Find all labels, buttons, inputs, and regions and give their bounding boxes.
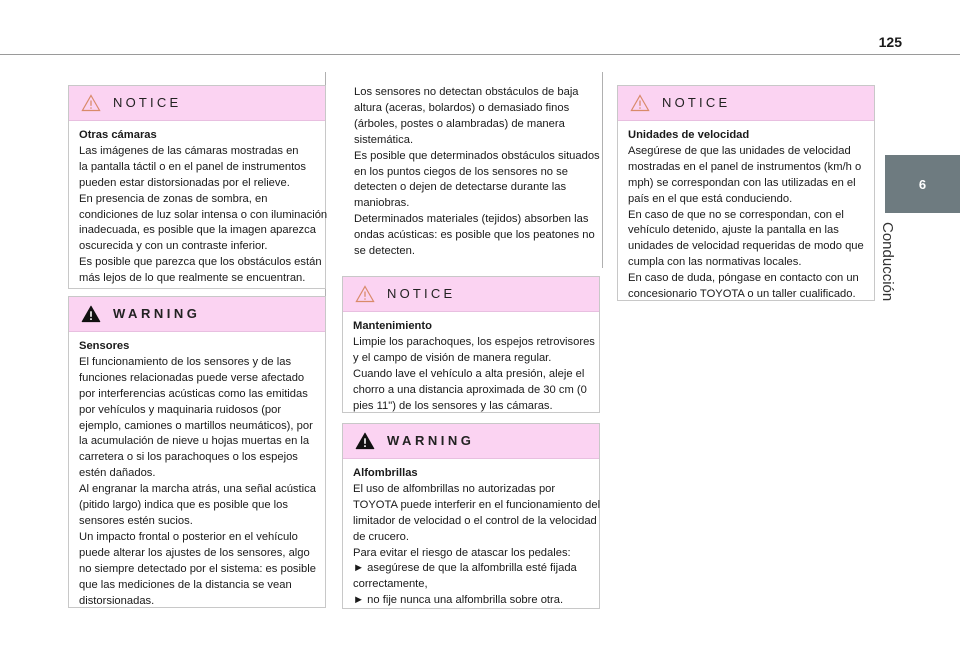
text-line: ► asegúrese de que la alfombrilla esté fijada — [353, 562, 577, 575]
text-line: El uso de alfombrillas no autorizadas por — [353, 482, 556, 495]
text-line: altura (aceras, bolardos) o demasiado finos — [354, 101, 570, 114]
notice-body — [618, 121, 874, 311]
notice-box-maintenance — [342, 276, 600, 413]
text-line: unidades de velocidad requeridas de modo que — [628, 240, 864, 253]
warning-title: Sensores — [79, 340, 130, 352]
text-line: ► no fije nunca una alfombrilla sobre otra. — [353, 594, 564, 607]
text-line: en los puntos ciegos de los sensores no se — [354, 165, 568, 178]
text-line: chorro a una distancia aproximada de 30 cm (0 — [353, 383, 587, 396]
warning-title: Alfombrillas — [353, 467, 418, 479]
text-line: se detecten. — [354, 245, 415, 258]
notice-box-speed-units — [617, 85, 875, 301]
notice-body — [343, 312, 599, 422]
text-line: por interferencias acústicas como las emitidas — [79, 387, 308, 400]
text-line: ondas acústicas: es posible que los peatones no — [354, 229, 595, 242]
caution-outline-icon — [355, 285, 375, 303]
text-line: funciones relacionadas puede verse afectado — [79, 371, 305, 384]
text-line: pueden estar distorsionadas por el relieve. — [79, 176, 290, 189]
text-line: oscurecida y con un contraste inferior. — [79, 240, 268, 253]
text-line: Al engranar la marcha atrás, una señal acústica — [79, 483, 316, 496]
text-line: inadecuada, es posible que la imagen aparezca — [79, 224, 316, 237]
text-line: Los sensores no detectan obstáculos de baja — [354, 86, 579, 98]
text-line: y el campo de visión de manera regular. — [353, 351, 552, 364]
text-line: por vehículos y maquinaria ruidosos (por — [79, 403, 282, 416]
text-line: Es posible que determinados obstáculos situados — [354, 149, 600, 162]
notice-header — [618, 86, 874, 121]
text-line: concesionario TOYOTA o un taller cualificado. — [628, 288, 856, 301]
text-line: Para evitar el riesgo de atascar los pedales: — [353, 546, 571, 559]
page-number: 125 — [878, 34, 902, 50]
notice-title: Unidades de velocidad — [628, 129, 750, 141]
text-line: Un impacto frontal o posterior en el vehículo — [79, 530, 298, 543]
sensor-limitations-text — [354, 85, 602, 260]
text-line: que las mediciones de la distancia se vean — [79, 578, 292, 591]
text-line: Es posible que parezca que los obstáculos están — [79, 256, 322, 269]
text-line: pies 11") de los sensores y las cámaras. — [353, 399, 553, 412]
warning-box-floor-mats — [342, 423, 600, 609]
text-line: Limpie los parachoques, los espejos retrovisores — [353, 335, 595, 348]
text-line: El funcionamiento de los sensores y de las — [79, 355, 292, 368]
caution-outline-icon — [630, 94, 650, 112]
notice-title: Mantenimiento — [353, 320, 432, 332]
text-line: mph) se correspondan con las utilizadas en el — [628, 176, 856, 189]
text-line: país en el que está conduciendo. — [628, 192, 793, 205]
text-line: (árboles, postes o alambradas) de manera — [354, 117, 565, 130]
text-line: distorsionadas. — [79, 594, 155, 607]
warning-filled-icon — [81, 305, 101, 323]
warning-label: WARNING — [113, 306, 201, 322]
text-line: maniobras. — [354, 197, 410, 210]
text-line: detecten o dejen de detectarse durante las — [354, 181, 567, 194]
text-line: estén dañados. — [79, 467, 156, 480]
text-line: En presencia de zonas de sombra, en — [79, 192, 268, 205]
notice-body — [69, 121, 328, 295]
warning-box-sensors — [68, 296, 326, 608]
header-rule — [0, 54, 960, 55]
text-line: no siempre detectado por el sistema: es posible — [79, 562, 316, 575]
text-line: Cuando lave el vehículo a alta presión, aleje el — [353, 367, 585, 380]
text-line: sistemática. — [354, 133, 414, 146]
notice-header — [343, 277, 599, 312]
text-line: sensores estén sucios. — [79, 514, 193, 527]
text-line: vehículo detenido, ajuste la pantalla en las — [628, 224, 839, 237]
text-line: Las imágenes de las cámaras mostradas en — [79, 144, 299, 157]
text-line: (pitido largo) indica que es posible que los — [79, 499, 288, 512]
text-line: En caso de duda, póngase en contacto con un — [628, 272, 859, 285]
text-line: carretera o si los parachoques o los espejos — [79, 451, 298, 464]
warning-label: WARNING — [387, 433, 475, 449]
text-line: correctamente, — [353, 578, 428, 591]
notice-header — [69, 86, 325, 121]
caution-outline-icon — [81, 94, 101, 112]
text-line: puede alterar los ajustes de los sensores, algo — [79, 546, 310, 559]
notice-box-other-cameras — [68, 85, 326, 289]
text-line: cumpla con las normativas locales. — [628, 256, 802, 269]
notice-label: NOTICE — [662, 95, 731, 111]
text-line: ejemplo, camiones o martillos neumáticos), por — [79, 419, 313, 432]
warning-filled-icon — [355, 432, 375, 450]
column-rule — [602, 72, 603, 268]
text-line: En caso de que no se correspondan, con el — [628, 208, 844, 221]
warning-header — [69, 297, 325, 332]
text-line: de crucero. — [353, 530, 409, 543]
text-line: más lejos de lo que realmente se encuentran. — [79, 272, 306, 285]
text-line: condiciones de luz solar intensa o con iluminación — [79, 208, 328, 221]
text-line: limitador de velocidad o el control de la velocidad — [353, 514, 597, 527]
notice-title: Otras cámaras — [79, 129, 157, 141]
warning-header — [343, 424, 599, 459]
chapter-title: Conducción — [879, 222, 896, 302]
notice-label: NOTICE — [387, 286, 456, 302]
warning-body — [343, 459, 599, 617]
text-line: Asegúrese de que las unidades de velocidad — [628, 144, 851, 157]
chapter-tab[interactable]: 6 — [885, 155, 960, 213]
text-line: la acumulación de nieve u hojas muertas en la — [79, 435, 310, 448]
notice-label: NOTICE — [113, 95, 182, 111]
text-line: mostradas en el panel de instrumentos (km/h o — [628, 160, 862, 173]
text-line: Determinados materiales (tejidos) absorben las — [354, 213, 589, 226]
warning-body — [69, 332, 325, 617]
text-line: TOYOTA puede interferir en el funcionamiento del — [353, 498, 601, 511]
text-line: la pantalla táctil o en el panel de instrumentos — [79, 160, 307, 173]
